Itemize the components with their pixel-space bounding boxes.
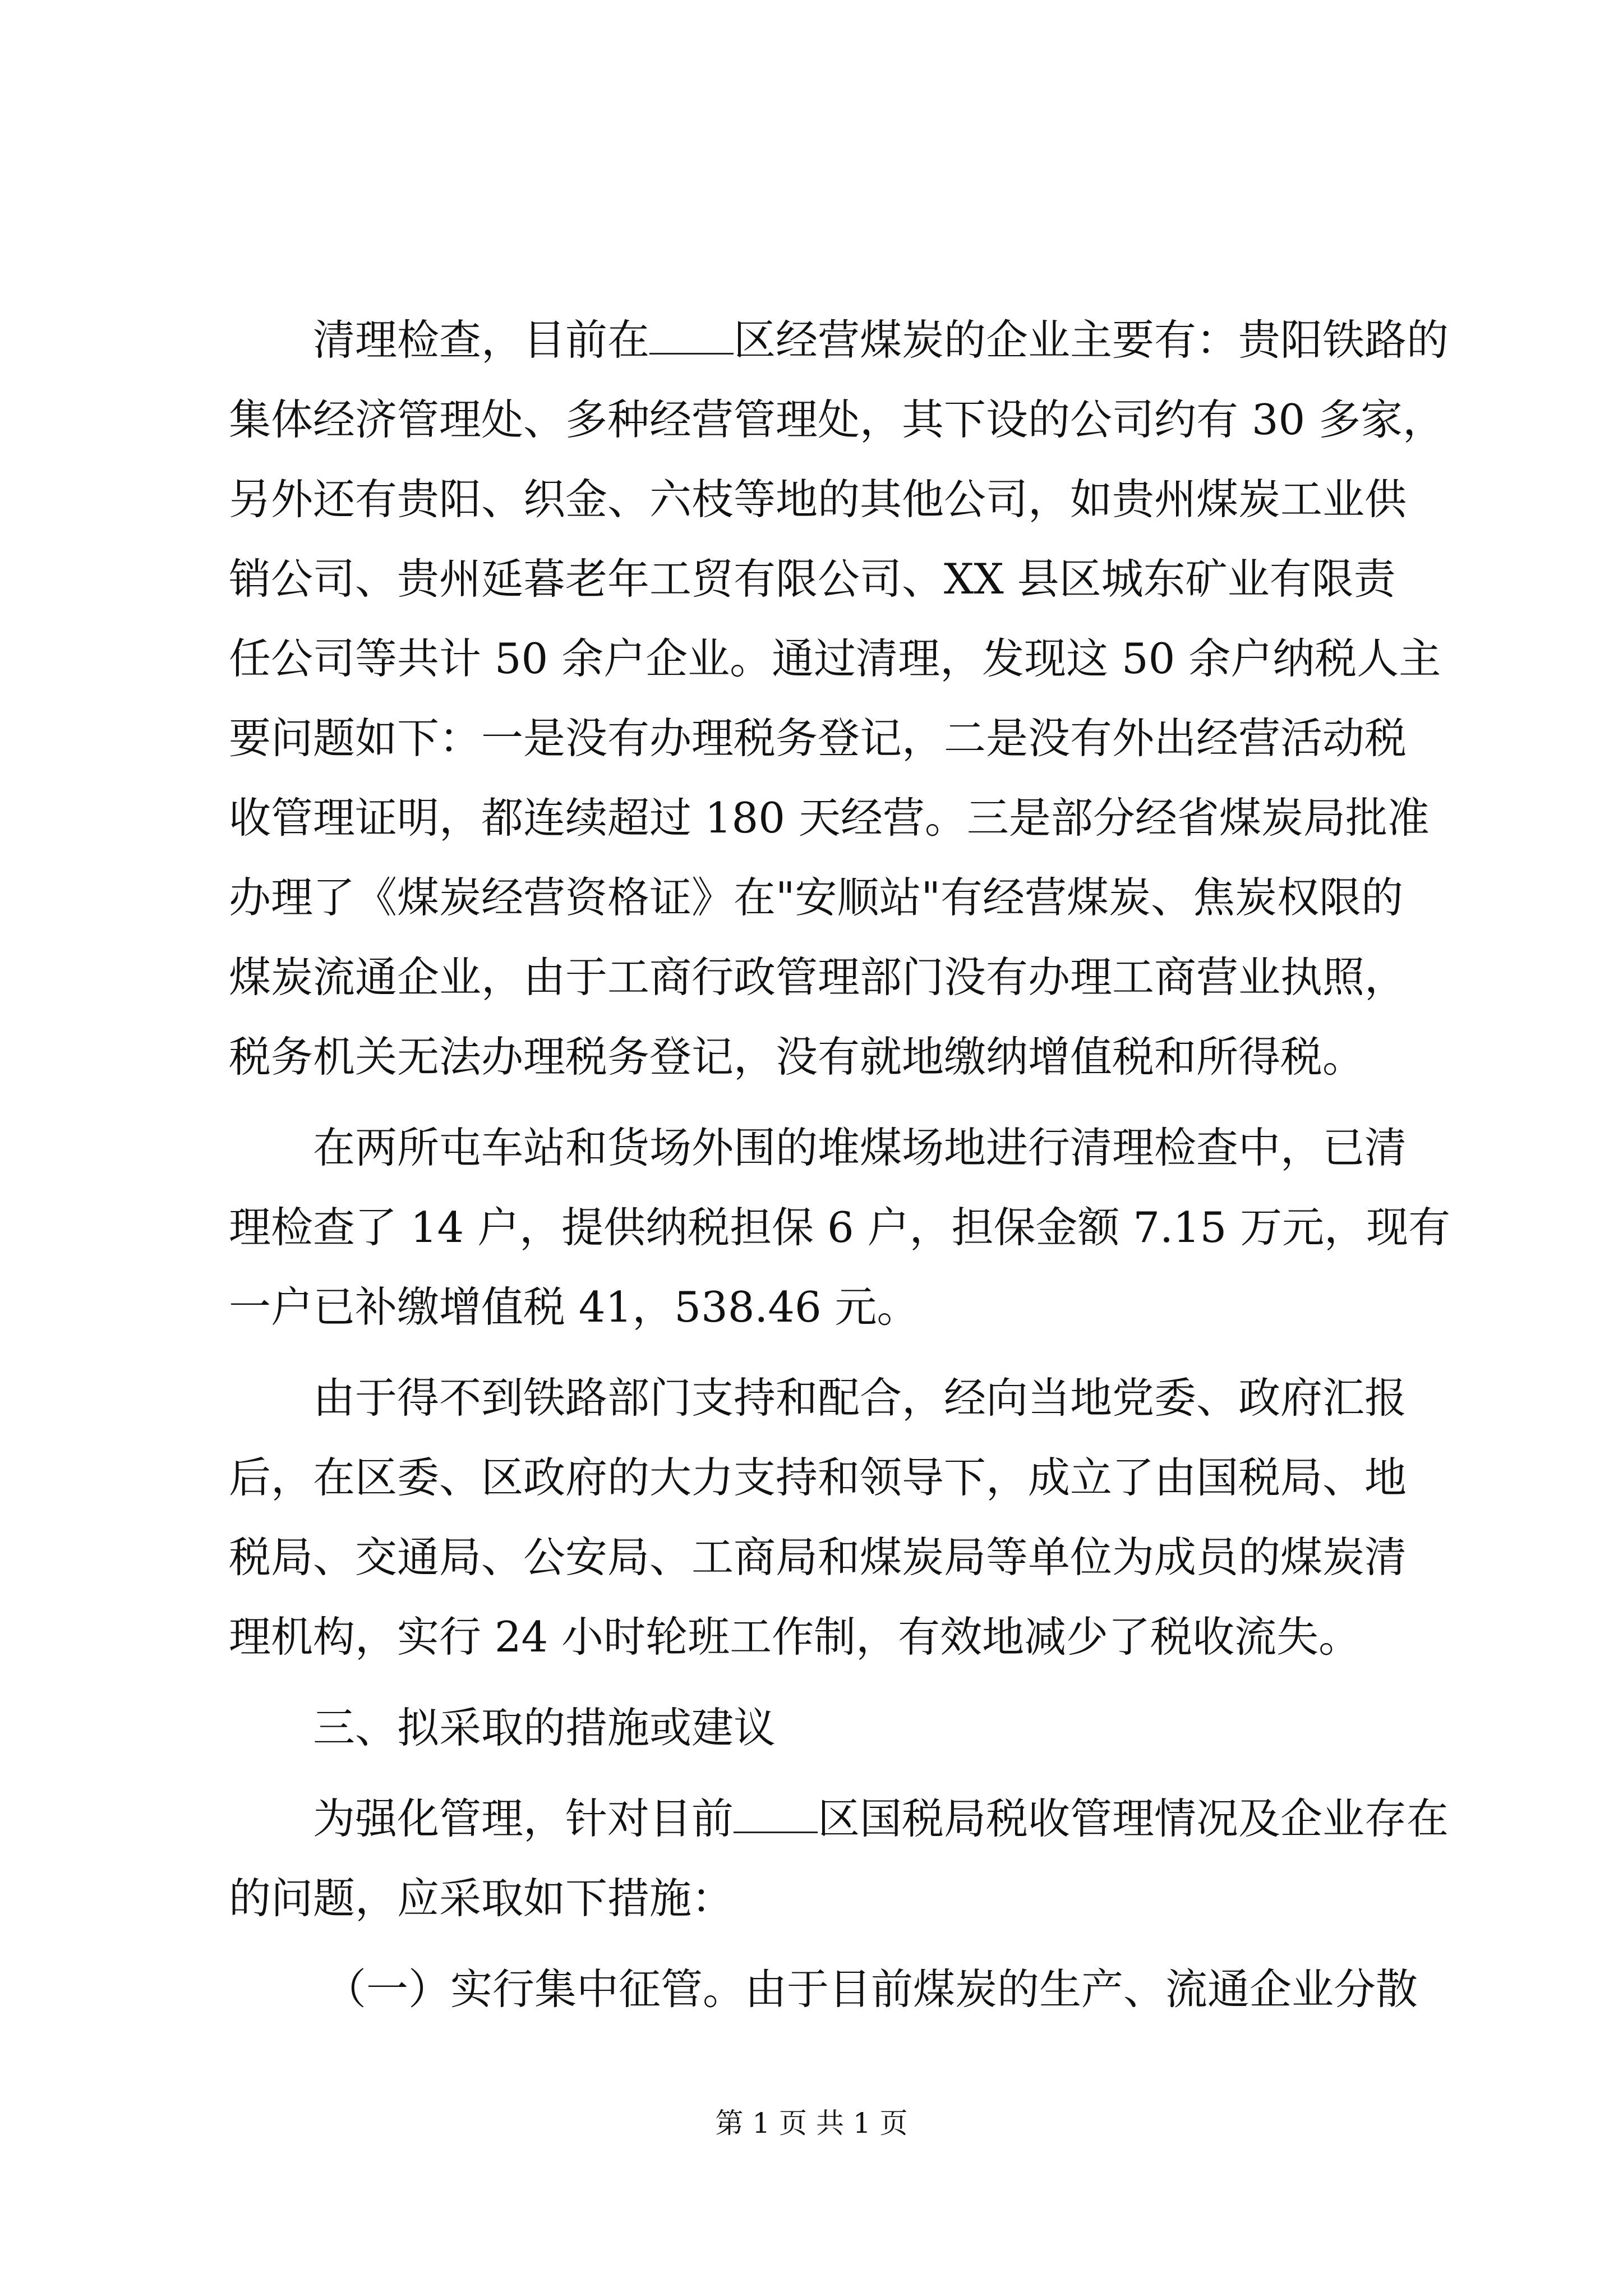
paragraph-line: （一）实行集中征管。由于目前煤炭的生产、流通企业分散 <box>324 1964 1418 2014</box>
paragraph-gap <box>229 1768 1435 1779</box>
paragraph-line: 集体经济管理处、多种经营管理处，其下设的公司约有 30 多家， <box>229 395 1445 444</box>
line-text-pre: 清理检查，目前在 <box>313 315 650 365</box>
page-footer: 第 1 页 共 1 页 <box>715 2107 908 2139</box>
paragraph-line: 由于得不到铁路部门支持和配合，经向当地党委、政府汇报 <box>313 1373 1407 1423</box>
paragraph-gap <box>229 1677 1435 1688</box>
paragraph-line: 办理了《煤炭经营资格证》在"安顺站"有经营煤炭、焦炭权限的 <box>229 873 1403 922</box>
paragraph-gap <box>229 1097 1435 1108</box>
paragraph-line <box>229 300 1449 380</box>
document-body <box>229 300 1451 2029</box>
paragraph-line <box>229 1779 1449 1858</box>
paragraph-line: 销公司、贵州延暮老年工贸有限公司、XX 县区城东矿业有限责 <box>229 554 1396 604</box>
paragraph-line: 理机构，实行 24 小时轮班工作制，有效地减少了税收流失。 <box>229 1612 1361 1662</box>
paragraph-gap <box>229 1347 1435 1358</box>
paragraph-line: 煤炭流通企业，由于工商行政管理部门没有办理工商营业执照， <box>229 953 1407 1002</box>
line-text-post: 区国税局税收管理情况及企业存在 <box>818 1794 1449 1843</box>
paragraph-line: 的问题，应采取如下措施： <box>229 1874 734 1923</box>
paragraph-line: 要问题如下：一是没有办理税务登记，二是没有外出经营活动税 <box>229 714 1407 763</box>
paragraph-line: 税局、交通局、公安局、工商局和煤炭局等单位为成员的煤炭清 <box>229 1533 1407 1582</box>
section-heading: 三、拟采取的措施或建议 <box>313 1703 776 1752</box>
line-text-pre: 为强化管理，针对目前 <box>313 1794 734 1843</box>
paragraph-line: 另外还有贵阳、织金、六枝等地的其他公司，如贵州煤炭工业供 <box>229 475 1407 524</box>
paragraph-gap <box>229 1938 1435 1949</box>
paragraph-line: 任公司等共计 50 余户企业。通过清理，发现这 50 余户纳税人主 <box>229 634 1441 683</box>
paragraph-line: 一户已补缴增值税 41，538.46 元。 <box>229 1282 919 1332</box>
paragraph-line: 收管理证明，都连续超过 180 天经营。三是部分经省煤炭局批准 <box>229 793 1430 843</box>
paragraph-line: 后，在区委、区政府的大力支持和领导下，成立了由国税局、地 <box>229 1453 1407 1502</box>
paragraph-line: 理检查了 14 户，提供纳税担保 6 户，担保金额 7.15 万元，现有 <box>229 1203 1451 1252</box>
fill-in-blank <box>649 319 734 355</box>
line-text-post: 区经营煤炭的企业主要有：贵阳铁路的 <box>734 315 1449 365</box>
fill-in-blank <box>734 1798 818 1833</box>
paragraph-line: 在两所屯车站和货场外围的堆煤场地进行清理检查中，已清 <box>313 1123 1407 1172</box>
paragraph-line: 税务机关无法办理税务登记，没有就地缴纳增值税和所得税。 <box>229 1032 1365 1082</box>
